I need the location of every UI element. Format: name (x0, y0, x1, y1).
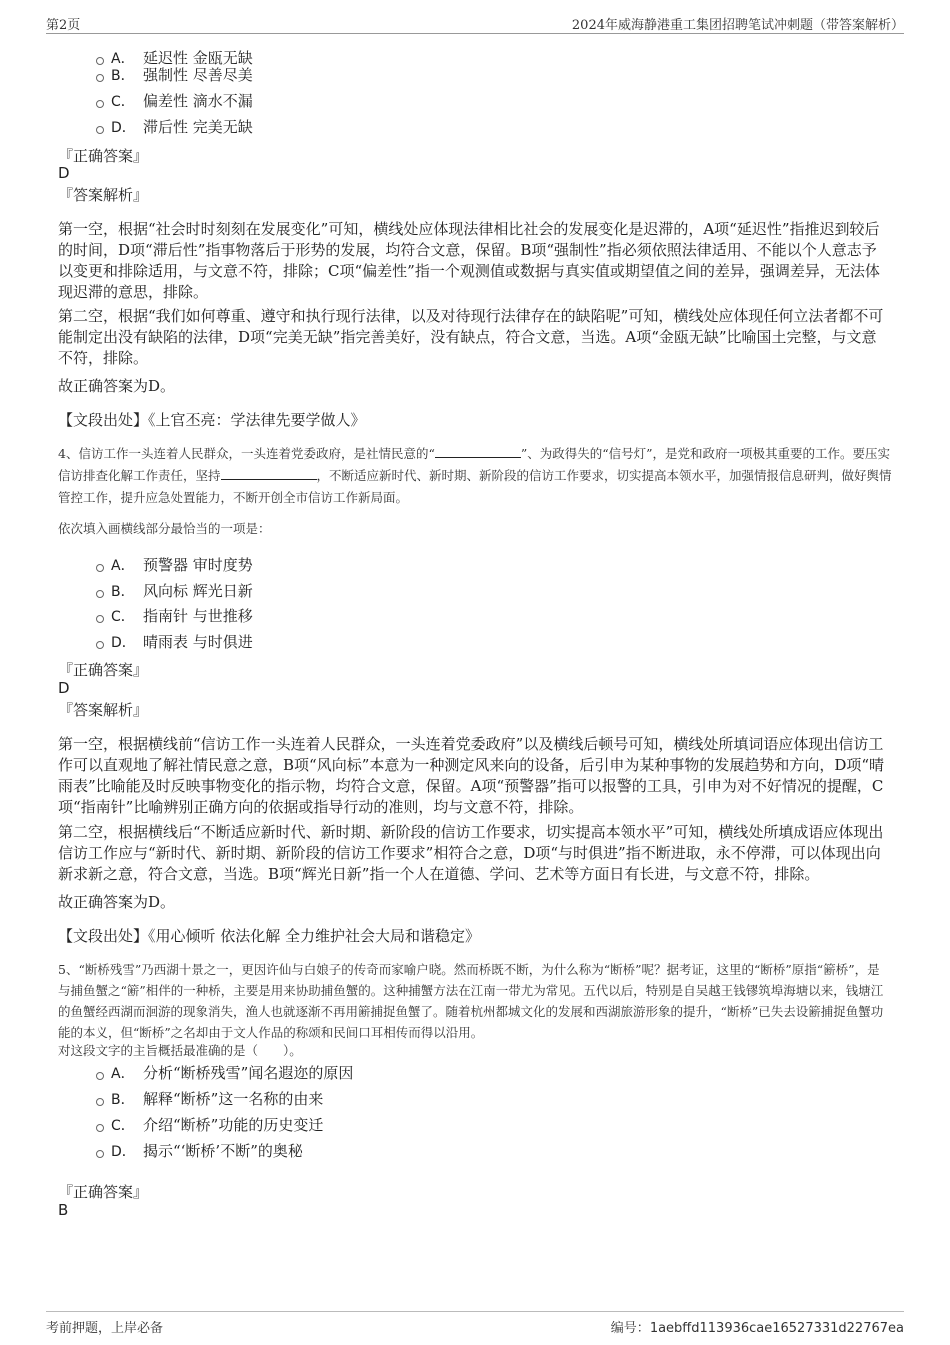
q4-source: 【文段出处】《用心倾听 依法化解 全力维护社会大局和谐稳定》 (58, 927, 481, 945)
option-key: B． (111, 584, 135, 600)
q5-option-b[interactable] (96, 1089, 323, 1109)
q3-analysis-paragraph-1: 第一空，根据“社会时时刻刻在发展变化”可知，横线处应体现法律相比社会的发展变化是迟滞的，A项“延迟性”指推迟到较后的时间，D项“滞后性”指事物落后于形势的发展，均符合文意，保留。B项“强制性”指必须依照法律适用、不能以个人意志予以变更和排除适用，与文意不符，排除；C项“偏差性”指一个观测值或数据与真实值或期望值之间的差异，强调差异，无法体现迟滞的意思，排除。 (58, 220, 880, 301)
q4-analysis-label: 『答案解析』 (58, 701, 149, 719)
q3-answer: D (58, 164, 70, 182)
document-code (611, 1317, 904, 1336)
option-text: 介绍“断桥”功能的历史变迁 (143, 1116, 324, 1134)
document-code-value: 1aebffd113936cae16527331d22767ea (649, 1321, 904, 1336)
option-key: B． (111, 1092, 135, 1108)
footer-slogan: 考前押题，上岸必备 (46, 1321, 164, 1336)
q5-option-c[interactable] (96, 1115, 323, 1135)
radio-icon[interactable] (96, 126, 104, 134)
q4-option-d[interactable] (96, 632, 253, 652)
q4-prompt: 依次填入画横线部分最恰当的一项是： (58, 521, 271, 536)
page-footer (0, 1305, 950, 1345)
q3-option-d[interactable] (96, 117, 253, 137)
header-divider (46, 33, 904, 34)
option-key: C． (111, 94, 135, 110)
q4-analysis-paragraph-1: 第一空，根据横线前“信访工作一头连着人民群众，一头连着党委政府”以及横线后顿号可知，横线处所填词语应体现出信访工作可以直观地了解社情民意之意，B项“风向标”本意为一种测定风来向的设备，后引申为某种事物的发展趋势和方向，D项“晴雨表”比喻能及时反映事物变化的指示物，均符合文意，保留。A项“预警器”指可以报警的工具，引申为对不好情况的提醒，C项“指南针”比喻辨别正确方向的依据或指导行动的准则，均与文意不符，排除。 (58, 735, 885, 816)
q4-answer-label: 『正确答案』 (58, 661, 149, 679)
option-key: C． (111, 609, 135, 625)
q5-option-a[interactable] (96, 1063, 353, 1083)
option-text: 预警器 审时度势 (143, 556, 253, 574)
q4-option-c[interactable] (96, 606, 253, 626)
option-text: 指南针 与世推移 (143, 607, 253, 625)
radio-icon[interactable] (96, 100, 104, 108)
radio-icon[interactable] (96, 615, 104, 623)
q4-conclusion: 故正确答案为D。 (58, 893, 176, 911)
q4-stem-part-2: ”、为政得失的“信号灯”，是党和政府一项极其重要的工作。要压实信访排查化解工作责任，坚持 (58, 446, 891, 483)
radio-icon[interactable] (96, 590, 104, 598)
option-text: 偏差性 滴水不漏 (143, 92, 253, 110)
option-text: 风向标 辉光日新 (143, 582, 253, 600)
option-text: 强制性 尽善尽美 (143, 66, 253, 84)
q4-blank-1 (435, 444, 521, 458)
footer-divider (46, 1311, 904, 1312)
q3-option-b[interactable] (96, 65, 253, 85)
q4-stem (58, 443, 892, 509)
q4-option-b[interactable] (96, 581, 253, 601)
radio-icon[interactable] (96, 1150, 104, 1158)
option-text: 滞后性 完美无缺 (143, 118, 253, 136)
option-key: D． (111, 120, 136, 136)
q5-answer: B (58, 1201, 69, 1219)
radio-icon[interactable] (96, 57, 104, 65)
q3-analysis-label: 『答案解析』 (58, 186, 149, 204)
radio-icon[interactable] (96, 1072, 104, 1080)
document-code-label: 编号： (610, 1321, 650, 1336)
q3-option-c[interactable] (96, 91, 253, 111)
q3-source: 【文段出处】《上官丕亮：学法律先要学做人》 (58, 411, 366, 429)
option-key: A． (111, 51, 135, 67)
q3-answer-label: 『正确答案』 (58, 147, 149, 165)
option-text: 晴雨表 与时俱进 (143, 633, 253, 651)
option-key: A． (111, 558, 135, 574)
option-key: B． (111, 68, 135, 84)
option-text: 解释“断桥”这一名称的由来 (143, 1090, 324, 1108)
page-header (0, 0, 950, 34)
radio-icon[interactable] (96, 564, 104, 572)
q5-option-d[interactable] (96, 1141, 303, 1161)
q3-conclusion: 故正确答案为D。 (58, 377, 176, 395)
radio-icon[interactable] (96, 1098, 104, 1106)
radio-icon[interactable] (96, 74, 104, 82)
radio-icon[interactable] (96, 1124, 104, 1132)
q4-analysis-paragraph-2: 第二空，根据横线后“不断适应新时代、新时期、新阶段的信访工作要求，切实提高本领水平”可知，横线处所填成语应体现出信访工作应与“新时代、新时期、新阶段的信访工作要求”相符合之意，D项“与时俱进”指不断进取，永不停滞，可以体现出向新求新之意，符合文意，当选。B项“辉光日新”指一个人在道德、学问、艺术等方面日有长进，与文意不符，排除。 (58, 823, 884, 883)
option-key: D． (111, 635, 136, 651)
q5-prompt: 对这段文字的主旨概括最准确的是（ ）。 (58, 1043, 302, 1058)
q4-stem-part-3: ，不断适应新时代、新时期、新阶段的信访工作要求，切实提高本领水平，加强情报信息研判，做好舆情管控工作，提升应急处置能力，不断开创全市信访工作新局面。 (58, 468, 892, 505)
option-key: C． (111, 1118, 135, 1134)
q5-stem: 5、“断桥残雪”乃西湖十景之一，更因许仙与白娘子的传奇而家喻户晓。然而桥既不断，为什么称为“断桥”呢？据考证，这里的“断桥”原指“簖桥”，是与捕鱼蟹之“簖”相伴的一种桥，主要是用来协助捕鱼蟹的。这种捕蟹方法在江南一带尤为常见。五代以后，特别是自吴越王钱镠筑埠海塘以来，钱塘江的鱼蟹经西湖而洄游的现象消失，渔人也就逐渐不再用簖捕捉鱼蟹了。随着杭州都城文化的发展和西湖旅游形象的提升，“断桥”已失去设簖捕捉鱼蟹功能的本义，但“断桥”之名却由于文人作品的称颂和民间口耳相传而得以沿用。 (58, 962, 884, 1040)
option-key: D． (111, 1144, 136, 1160)
document-title: 2024年威海静港重工集团招聘笔试冲刺题（带答案解析） (571, 18, 904, 33)
option-text: 揭示“‘断桥’不断”的奥秘 (143, 1142, 303, 1160)
option-text: 延迟性 金瓯无缺 (143, 49, 253, 67)
q3-analysis-paragraph-2: 第二空，根据“我们如何尊重、遵守和执行现行法律，以及对待现行法律存在的缺陷呢”可知，横线处应体现任何立法者都不可能制定出没有缺陷的法律，D项“完美无缺”指完善美好，没有缺点，符合文意，当选。A项“金瓯无缺”比喻国土完整，与文意不符，排除。 (58, 307, 884, 367)
q4-blank-2 (221, 466, 317, 480)
page-number: 第2页 (46, 18, 81, 33)
q4-option-a[interactable] (96, 555, 253, 575)
option-key: A． (111, 1066, 135, 1082)
q5-answer-label: 『正确答案』 (58, 1183, 149, 1201)
q4-stem-part-1: 4、信访工作一头连着人民群众，一头连着党委政府，是社情民意的“ (58, 446, 435, 461)
option-text: 分析“断桥残雪”闻名遐迩的原因 (143, 1064, 354, 1082)
q4-answer: D (58, 679, 70, 697)
radio-icon[interactable] (96, 641, 104, 649)
